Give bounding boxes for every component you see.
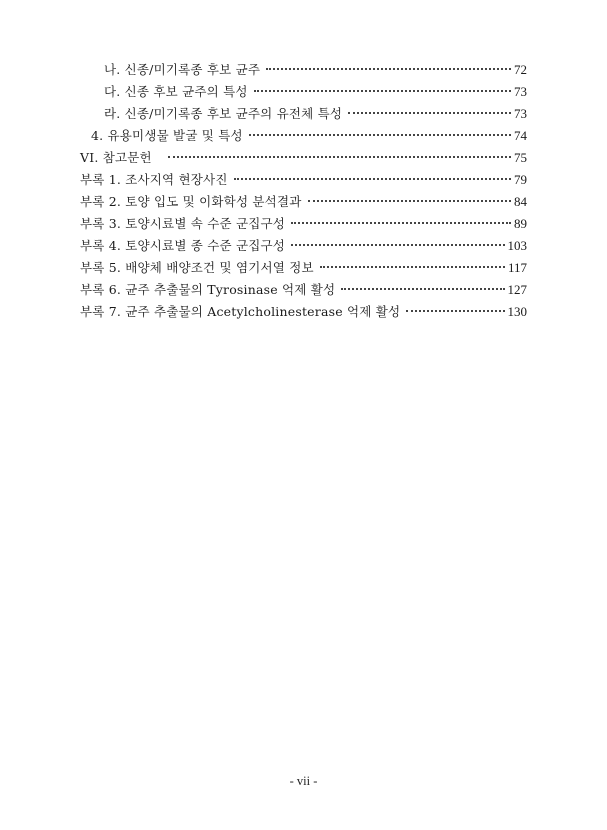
toc-entry-label: 라. 신종/미기록종 후보 균주의 유전체 특성 [104,106,343,121]
toc-entry-label: 부록 7. 균주 추출물의 Acetylcholinesterase 억제 활성 [80,304,401,319]
toc-entry-page: 73 [514,106,527,121]
toc-entry-page: 89 [514,216,527,231]
toc-entry[interactable] [91,126,527,146]
toc-entry[interactable] [104,104,527,124]
toc-entry-label: 나. 신종/미기록종 후보 균주 [104,62,261,77]
toc-entry[interactable] [80,148,527,168]
toc-entry-label: 다. 신종 후보 균주의 특성 [104,84,248,99]
toc-entry-page: 103 [507,238,527,253]
toc-entry[interactable] [80,280,527,300]
toc-dot-leader [254,90,511,92]
toc-entry-label: 부록 3. 토양시료별 속 수준 군집구성 [80,216,286,231]
toc-entry[interactable] [80,192,527,212]
toc-dot-leader [234,178,511,180]
toc-entry-page: 72 [514,62,527,77]
toc-entry-page: 74 [514,128,527,143]
toc-entry-page: 127 [507,282,527,297]
toc-entry-label: 부록 6. 균주 추출물의 Tyrosinase 억제 활성 [80,282,336,297]
page-number: - vii - [289,774,318,788]
toc-entry-label: 4. 유용미생물 발굴 및 특성 [91,128,243,143]
toc-entry[interactable] [80,302,527,322]
toc-entry-page: 84 [514,194,527,209]
toc-entry-label: 부록 1. 조사지역 현장사진 [80,172,228,187]
toc-entry-page: 130 [507,304,527,319]
toc-entry[interactable] [80,214,527,234]
toc-dot-leader [348,112,511,114]
toc-dot-leader [406,310,504,312]
toc-entry[interactable] [80,170,527,190]
toc-entry-label: 부록 5. 배양체 배양조건 및 염기서열 정보 [80,260,314,275]
toc-entry-page: 75 [514,150,527,165]
toc-dot-leader [320,266,505,268]
toc-entry-label: 부록 2. 토양 입도 및 이화학성 분석결과 [80,194,302,209]
toc-entry-page: 79 [514,172,527,187]
toc-entry-label: 부록 4. 토양시료별 종 수준 군집구성 [80,238,286,253]
toc-dot-leader [249,134,511,136]
toc-dot-leader [291,244,504,246]
toc-entry-label: VI. 참고문헌 [80,150,152,165]
toc-dot-leader [291,222,511,224]
toc-dot-leader [168,156,511,158]
toc-entry[interactable] [80,236,527,256]
toc-entry-page: 117 [507,260,527,275]
toc-entry-page: 73 [514,84,527,99]
toc-entry[interactable] [104,82,527,102]
toc-dot-leader [308,200,512,202]
toc-entry[interactable] [80,258,527,278]
toc-dot-leader [266,68,511,70]
toc-entry[interactable] [104,60,527,80]
toc-dot-leader [341,288,504,290]
